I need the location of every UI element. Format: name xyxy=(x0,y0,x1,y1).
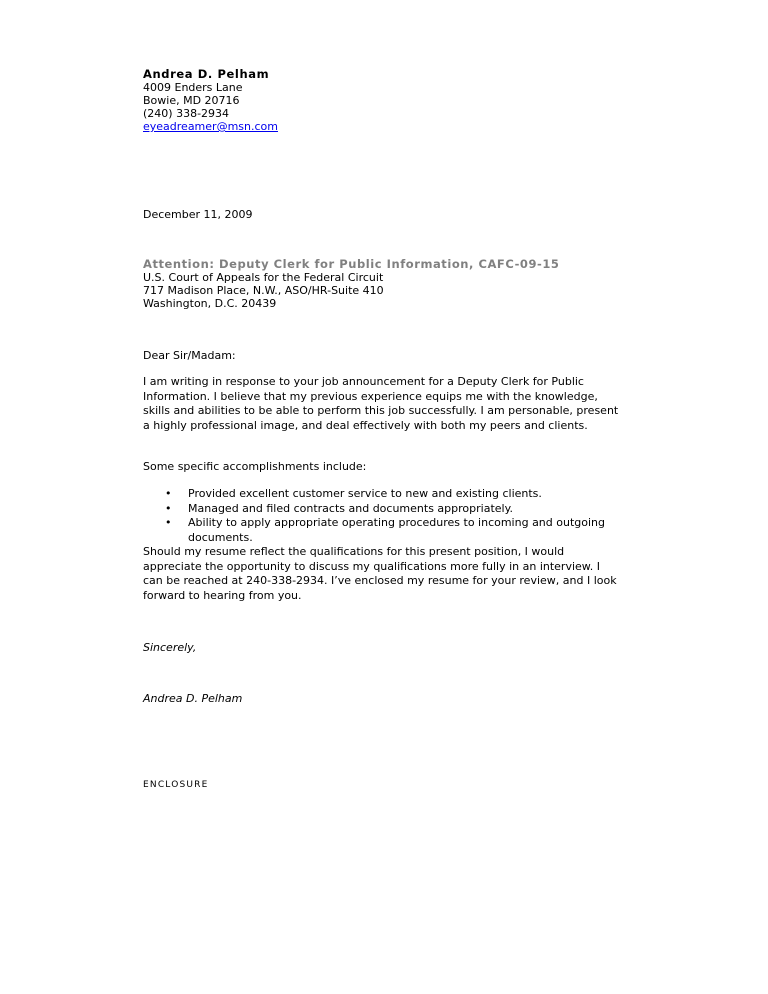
accomplishments-intro: Some specific accomplishments include: xyxy=(143,460,367,473)
body-paragraph-1: I am writing in response to your job announcement for a Deputy Clerk for Public Information. I believe that my previous experience equips me with the knowledge, skills and abilities to be able to perform this job successfully. I am personable, present a highly professional image, and deal effectively with both my peers and clients. xyxy=(143,375,619,432)
sender-name: Andrea D. Pelham xyxy=(143,67,270,81)
salutation: Dear Sir/Madam: xyxy=(143,349,236,362)
signature-block xyxy=(143,692,633,705)
sender-block xyxy=(143,67,633,133)
bullet-icon: • xyxy=(165,516,172,529)
recipient-street: 717 Madison Place, N.W., ASO/HR-Suite 410 xyxy=(143,284,384,297)
sender-phone: (240) 338-2934 xyxy=(143,107,230,120)
list-item-text: Ability to apply appropriate operating procedures to incoming and outgoing documents. xyxy=(188,516,605,544)
sender-city-state-zip: Bowie, MD 20716 xyxy=(143,94,240,107)
list-item xyxy=(143,516,628,545)
recipient-organization: U.S. Court of Appeals for the Federal Circuit xyxy=(143,271,384,284)
list-item-text: Managed and filed contracts and documents appropriately. xyxy=(188,501,514,515)
sender-street: 4009 Enders Lane xyxy=(143,81,243,94)
closing-block xyxy=(143,641,633,654)
salutation-block xyxy=(143,349,633,362)
bullet-icon: • xyxy=(165,501,172,515)
body-paragraph-2: Should my resume reflect the qualifications for this present position, I would appreciate the opportunity to discuss my qualifications more fully in an interview. I can be reached at 240-338-2934. I’ve enclosed my resume for your review, and I look forward to hearing from you. xyxy=(143,545,617,602)
list-item xyxy=(143,502,628,517)
signature-name: Andrea D. Pelham xyxy=(143,692,243,705)
letter-date: December 11, 2009 xyxy=(143,208,253,221)
sender-email-link[interactable]: eyeadreamer@msn.com xyxy=(143,120,278,133)
recipient-city: Washington, D.C. 20439 xyxy=(143,297,277,310)
enclosure-block xyxy=(143,779,633,792)
letter-date-block xyxy=(143,208,633,221)
closing: Sincerely, xyxy=(143,641,197,654)
list-item-text: Provided excellent customer service to new and existing clients. xyxy=(188,487,542,500)
accomplishments-intro-block xyxy=(143,460,633,473)
list-item xyxy=(143,487,628,502)
bullet-icon: • xyxy=(165,487,172,500)
recipient-block xyxy=(143,258,633,310)
enclosure-label: ENCLOSURE xyxy=(143,780,209,790)
accomplishments-list xyxy=(143,487,628,545)
attention-line: Attention: Deputy Clerk for Public Information, CAFC-09-15 xyxy=(143,257,560,271)
